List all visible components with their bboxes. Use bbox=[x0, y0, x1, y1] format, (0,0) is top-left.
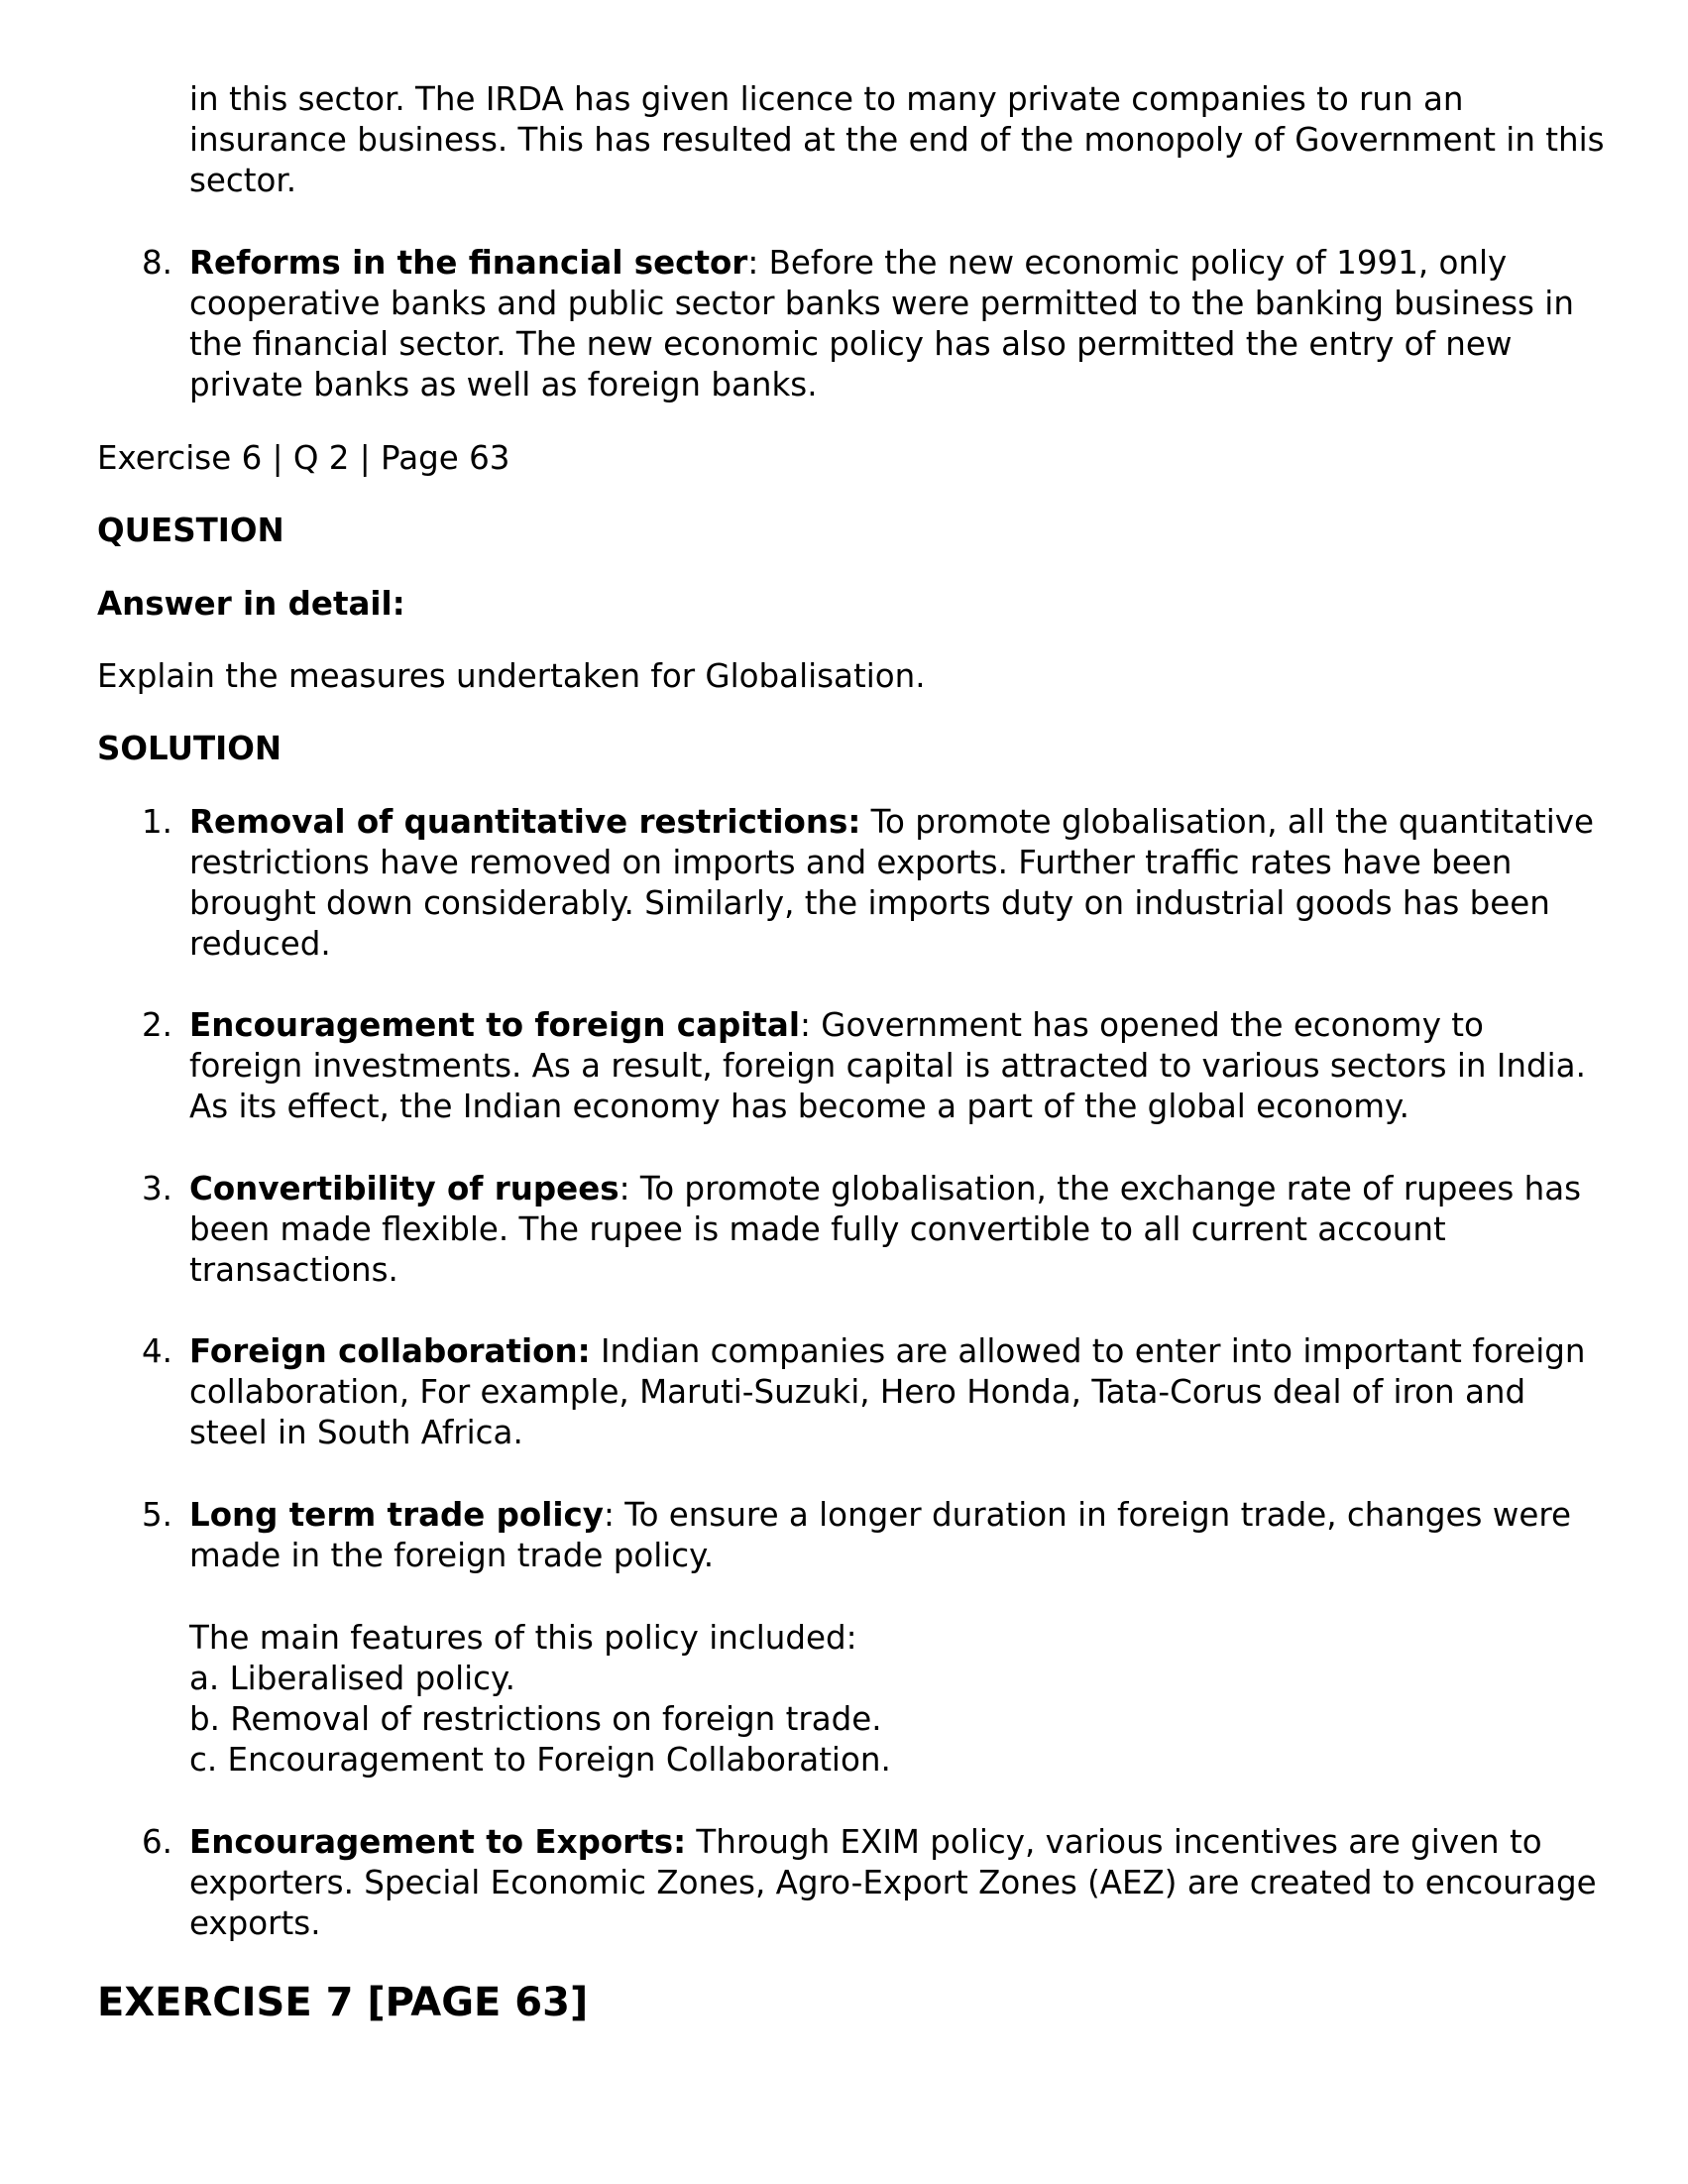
exercise-7-heading: EXERCISE 7 [PAGE 63] bbox=[97, 1980, 589, 2025]
question-text: Explain the measures undertaken for Globalisation. bbox=[97, 657, 926, 695]
list-number-8: 8. bbox=[142, 244, 173, 282]
feature-item: b. Removal of restrictions on foreign trade. bbox=[189, 1700, 882, 1738]
list-item bbox=[189, 1005, 1607, 1127]
item-title: Long term trade policy bbox=[189, 1496, 604, 1534]
list-item bbox=[189, 1822, 1607, 1944]
feature-item: a. Liberalised policy. bbox=[189, 1660, 515, 1697]
features-intro: The main features of this policy included: bbox=[189, 1619, 857, 1657]
question-heading: QUESTION bbox=[97, 512, 284, 549]
list-number-6: 6. bbox=[142, 1823, 173, 1861]
item-title: Encouragement to foreign capital bbox=[189, 1006, 801, 1044]
list-item bbox=[189, 1169, 1607, 1291]
item-title: Foreign collaboration: bbox=[189, 1332, 591, 1370]
item-title: Encouragement to Exports: bbox=[189, 1823, 687, 1861]
item-text: : To ensure a longer duration in foreign trade, changes were made in the foreign trade policy. bbox=[189, 1496, 1571, 1574]
list-item-financial-reforms bbox=[189, 243, 1607, 405]
item-text: Before the new economic policy of 1991, only cooperative banks and public sector banks were permitted to the banking business in the financial sector. The new economic policy has also permitted the entry of new private banks as well as foreign banks. bbox=[189, 244, 1574, 403]
item-title: Reforms in the financial sector bbox=[189, 244, 748, 282]
list-item bbox=[189, 802, 1607, 965]
item-title: Removal of quantitative restrictions: bbox=[189, 803, 861, 841]
list-number-1: 1. bbox=[142, 803, 173, 841]
item-text: Through EXIM policy, various incentives are given to exporters. Special Economic Zones, Agro-Export Zones (AEZ) are created to encourage exports. bbox=[189, 1823, 1597, 1942]
item-text: : Government has opened the economy to foreign investments. As a result, foreign capital is attracted to various sectors in India. As its effect, the Indian economy has become a part of the global economy. bbox=[189, 1006, 1586, 1125]
list-number-2: 2. bbox=[142, 1006, 173, 1044]
solution-heading: SOLUTION bbox=[97, 730, 282, 767]
item-separator: : bbox=[747, 244, 759, 282]
answer-in-detail-heading: Answer in detail: bbox=[97, 585, 405, 623]
item-text: : To promote globalisation, the exchange rate of rupees has been made flexible. The rupee is made fully convertible to all current account transactions. bbox=[189, 1170, 1582, 1289]
continuation-paragraph: in this sector. The IRDA has given licence to many private companies to run an insurance business. This has resulted at the end of the monopoly of Government in this sector. bbox=[189, 80, 1605, 199]
item-text: To promote globalisation, all the quantitative restrictions have removed on imports and exports. Further traffic rates have been brought down considerably. Similarly, the imports duty on industrial goods has been reduced. bbox=[189, 803, 1595, 963]
list-item bbox=[189, 1331, 1607, 1453]
list-number-3: 3. bbox=[142, 1170, 173, 1207]
list-number-5: 5. bbox=[142, 1496, 173, 1534]
exercise-reference: Exercise 6 | Q 2 | Page 63 bbox=[97, 439, 510, 477]
item-title: Convertibility of rupees bbox=[189, 1170, 619, 1207]
item-text: Indian companies are allowed to enter into important foreign collaboration, For example, Maruti-Suzuki, Hero Honda, Tata-Corus deal of iron and steel in South Africa. bbox=[189, 1332, 1586, 1451]
list-item bbox=[189, 1495, 1607, 1576]
feature-item: c. Encouragement to Foreign Collaboration. bbox=[189, 1741, 891, 1779]
list-number-4: 4. bbox=[142, 1332, 173, 1370]
